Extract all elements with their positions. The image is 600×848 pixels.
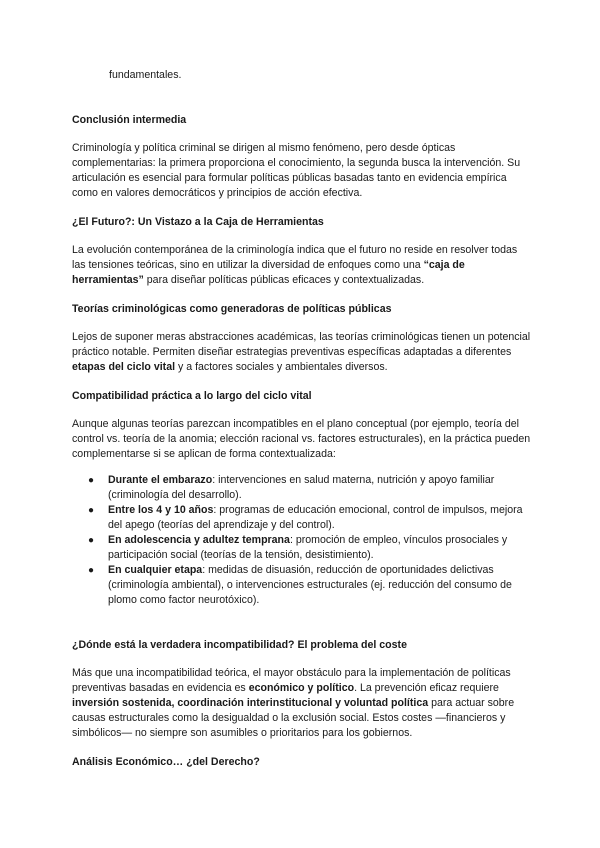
heading-cost: ¿Dónde está la verdadera incompatibilidad? El problema del coste [72, 639, 407, 651]
list-item-bold: En adolescencia y adultez temprana [108, 534, 290, 546]
text-fragment: fundamentales. [109, 69, 182, 81]
paragraph-cost-bold-a: económico y político [248, 682, 355, 694]
paragraph-future [72, 243, 532, 288]
heading-future: ¿El Futuro?: Un Vistazo a la Caja de Herramientas [72, 216, 324, 228]
paragraph-cost [72, 666, 532, 741]
list-item-bold: En cualquier etapa [108, 564, 203, 576]
list-item-bold: Entre los 4 y 10 años [108, 504, 214, 516]
paragraph-future-bold: “caja de herramientas” [72, 259, 465, 286]
list-item-text: : promoción de empleo, vínculos prosociales y participación social (teorías de la tensión, desistimiento). [108, 534, 508, 561]
list-item-bold: Durante el embarazo [108, 474, 213, 486]
bullet-icon: ● [88, 505, 95, 516]
list-item-text: : programas de educación emocional, control de impulsos, mejora del apego (teorías del aprendizaje y del control). [108, 504, 523, 531]
paragraph-cost-bold-b: inversión sostenida, coordinación interinstitucional y voluntad política [72, 697, 429, 709]
paragraph-theories [72, 330, 532, 375]
list-item-text: : medidas de disuasión, reducción de oportunidades delictivas (criminología ambiental), o intervenciones estructurales (ej. reducción del consumo de plomo como factor neurotóxico). [108, 564, 512, 606]
paragraph-cost-text-a: Más que una incompatibilidad teórica, el mayor obstáculo para la implementación de políticas preventivas basadas en evidencia es [72, 667, 511, 694]
paragraph-conclusion: Criminología y política criminal se dirigen al mismo fenómeno, pero desde ópticas complementarias: la primera proporciona el conocimiento, la segunda busca la intervención. Su articulación es esencial para formular políticas públicas basadas tanto en evidencia empírica como en valores democráticos y principios de acción efectiva. [72, 142, 521, 199]
bullet-icon: ● [88, 475, 95, 486]
lifecycle-list [72, 473, 532, 608]
list-item [88, 563, 532, 608]
paragraph-future-text-b: para diseñar políticas públicas eficaces y contextualizadas. [143, 274, 425, 286]
paragraph-future-text-a: La evolución contemporánea de la criminología indica que el futuro no reside en resolver todas las tensiones teóricas, sino en utilizar la diversidad de enfoques como una [72, 244, 518, 271]
list-item [88, 533, 532, 563]
list-item-text: : intervenciones en salud materna, nutrición y apoyo familiar (criminología del desarrollo). [108, 474, 495, 501]
document-page [72, 68, 532, 770]
paragraph-theories-text-b: y a factores sociales y ambientales diversos. [175, 361, 388, 373]
paragraph-theories-bold: etapas del ciclo vital [72, 361, 176, 373]
paragraph-theories-text-a: Lejos de suponer meras abstracciones académicas, las teorías criminológicas tienen un potencial práctico notable. Permiten diseñar estrategias preventivas específicas adaptadas a diferentes [72, 331, 531, 358]
bullet-icon: ● [88, 535, 95, 546]
heading-economic-analysis: Análisis Económico… ¿del Derecho? [72, 756, 260, 768]
paragraph-cost-text-b: . La prevención eficaz requiere [354, 682, 499, 694]
paragraph-cost-text-c: para actuar sobre causas estructurales como la desigualdad o la exclusión social. Estos costes —financieros y simbólicos— no siempre son asumibles o prioritarios para los gobiernos. [72, 697, 515, 739]
list-item [88, 473, 532, 503]
heading-compatibility: Compatibilidad práctica a lo largo del ciclo vital [72, 390, 312, 402]
list-item [88, 503, 532, 533]
bullet-icon: ● [88, 565, 95, 576]
paragraph-compatibility: Aunque algunas teorías parezcan incompatibles en el plano conceptual (por ejemplo, teoría del control vs. teoría de la anomia; elección racional vs. factores estructurales), en la práctica pueden complementarse si se aplican de forma contextualizada: [72, 418, 531, 460]
heading-conclusion: Conclusión intermedia [72, 114, 187, 126]
heading-theories: Teorías criminológicas como generadoras de políticas públicas [72, 303, 392, 315]
